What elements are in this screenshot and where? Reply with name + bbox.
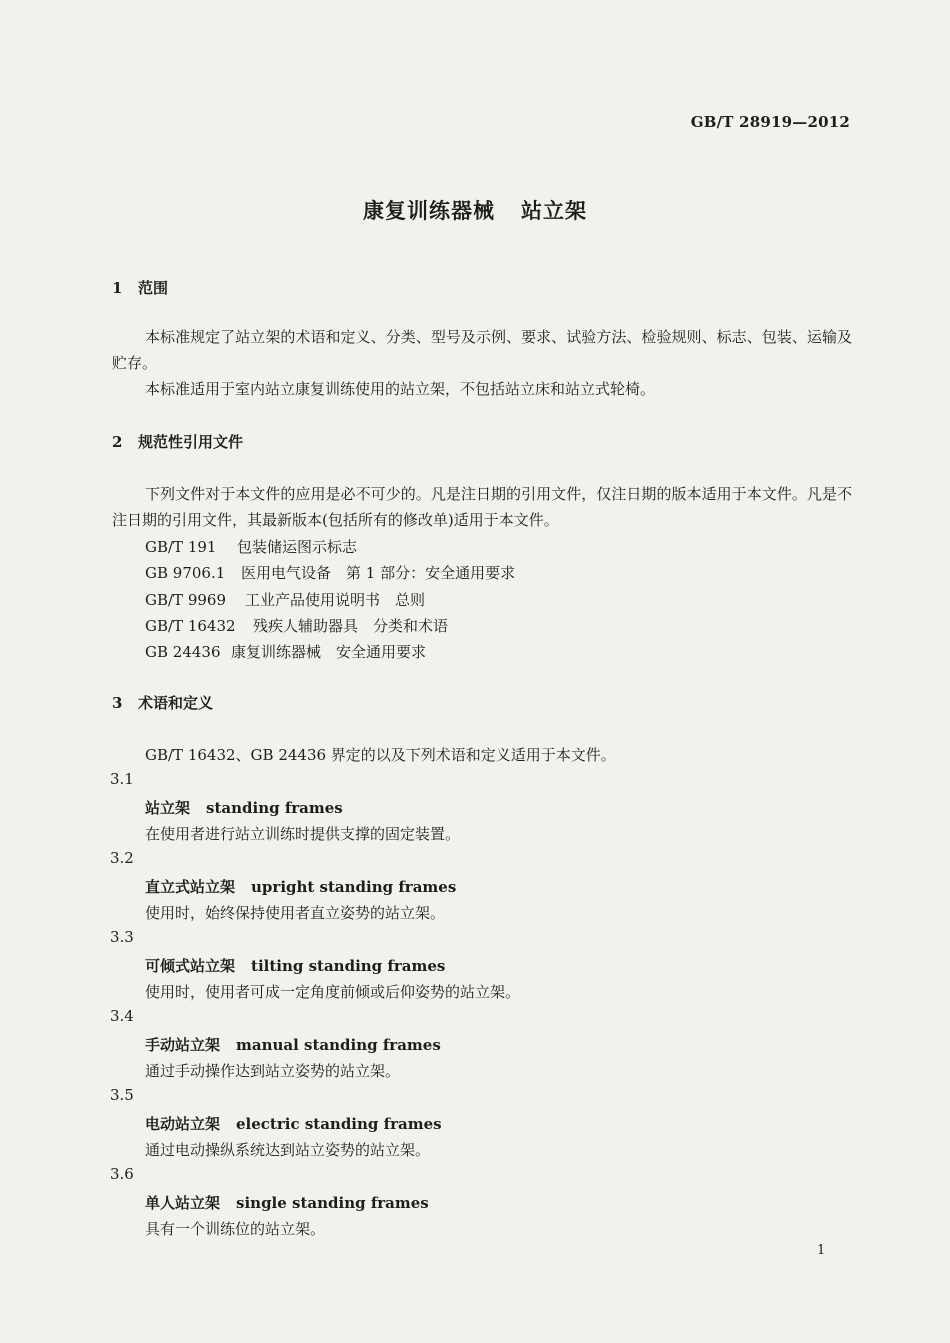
- document-title: [0, 195, 950, 225]
- term-number: 3.2: [110, 849, 134, 867]
- reference-item: GB 24436 康复训练器械 安全通用要求: [145, 643, 427, 661]
- term-number: 3.1: [110, 770, 134, 788]
- reference-item: GB 9706.1 医用电气设备 第 1 部分：安全通用要求: [145, 564, 516, 582]
- section-2-intro: 下列文件对于本文件的应用是必不可少的。凡是注日期的引用文件，仅注日期的版本适用于本文件。凡是不注日期的引用文件，其最新版本(包括所有的修改单)适用于本文件。: [112, 485, 852, 529]
- standard-number: GB/T 28919—2012: [690, 113, 850, 131]
- reference-item: GB/T 191 包装储运图示标志: [145, 538, 358, 556]
- term-heading: 直立式站立架 upright standing frames: [145, 878, 457, 896]
- term-definition: 具有一个训练位的站立架。: [145, 1220, 326, 1238]
- page-number: 1: [817, 1243, 826, 1258]
- reference-item: GB/T 9969 工业产品使用说明书 总则: [145, 591, 426, 609]
- term-heading: 单人站立架 single standing frames: [145, 1194, 429, 1212]
- term-definition: 通过电动操纵系统达到站立姿势的站立架。: [145, 1141, 431, 1159]
- term-heading: 可倾式站立架 tilting standing frames: [145, 957, 446, 975]
- section-1-paragraph-1: 本标准规定了站立架的术语和定义、分类、型号及示例、要求、试验方法、检验规则、标志、包装、运输及贮存。: [112, 328, 852, 372]
- term-heading: 站立架 standing frames: [145, 799, 343, 817]
- reference-item: GB/T 16432 残疾人辅助器具 分类和术语: [145, 617, 449, 635]
- term-definition: 在使用者进行站立训练时提供支撑的固定装置。: [145, 825, 461, 843]
- term-number: 3.4: [110, 1007, 134, 1025]
- term-number: 3.6: [110, 1165, 134, 1183]
- section-2-heading: 2 规范性引用文件: [112, 433, 244, 451]
- term-definition: 通过手动操作达到站立姿势的站立架。: [145, 1062, 401, 1080]
- term-heading: 手动站立架 manual standing frames: [145, 1036, 441, 1054]
- term-definition: 使用时，始终保持使用者直立姿势的站立架。: [145, 904, 446, 922]
- title-part2: 站立架: [521, 198, 587, 223]
- section-1-paragraph-2: 本标准适用于室内站立康复训练使用的站立架，不包括站立床和站立式轮椅。: [145, 380, 656, 398]
- term-heading: 电动站立架 electric standing frames: [145, 1115, 442, 1133]
- term-number: 3.5: [110, 1086, 134, 1104]
- section-3-intro: GB/T 16432、GB 24436 界定的以及下列术语和定义适用于本文件。: [145, 746, 616, 764]
- section-1-heading: 1 范围: [112, 279, 169, 297]
- title-part1: 康复训练器械: [363, 198, 495, 223]
- term-definition: 使用时，使用者可成一定角度前倾或后仰姿势的站立架。: [145, 983, 521, 1001]
- section-3-heading: 3 术语和定义: [112, 694, 214, 712]
- term-number: 3.3: [110, 928, 134, 946]
